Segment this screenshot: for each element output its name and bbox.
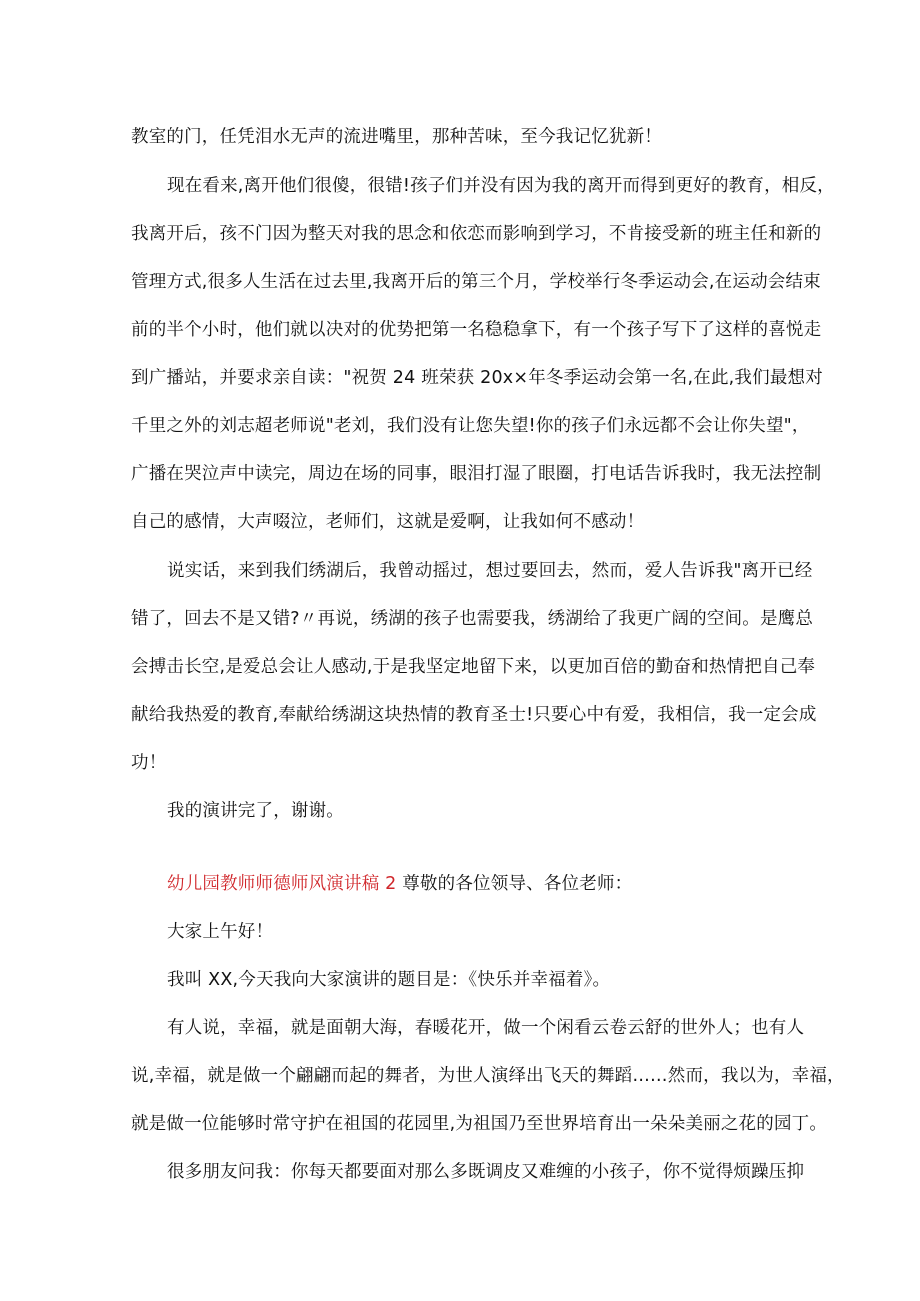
- text-line: 功！: [131, 753, 167, 773]
- text-line: 管理方式,很多人生活在过去里,我离开后的第三个月，学校举行冬季运动会,在运动会结束: [131, 272, 821, 292]
- text-line: 就是做一位能够时常守护在祖国的花园里,为祖国乃至世界培育出一朵朵美丽之花的园丁。: [131, 1114, 828, 1134]
- text-line: 现在看来,离开他们很傻，很错!孩子们并没有因为我的离开而得到更好的教育，相反，: [167, 176, 835, 196]
- text-line: 我叫 XX,今天我向大家演讲的题目是：《快乐并幸福着》。: [167, 970, 611, 990]
- text-line: 献给我热爱的教育,奉献给绣湖这块热情的教育圣士!只要心中有爱，我相信，我一定会成: [131, 705, 817, 725]
- text-line: 很多朋友问我：你每天都要面对那么多既调皮又难缠的小孩子，你不觉得烦躁压抑: [167, 1162, 805, 1182]
- text-line: 我离开后，孩不门因为整天对我的思念和依恋而影响到学习，不肯接受新的班主任和新的: [131, 224, 822, 244]
- text-line: 我的演讲完了，谢谢。: [167, 801, 344, 821]
- section-heading-title: 幼儿园教师师德师风演讲稿 2: [167, 874, 397, 894]
- text-line: 千里之外的刘志超老师说"老刘，我们没有让您失望!你的孩子们永远都不会让你失望"，: [131, 416, 810, 436]
- text-line: 大家上午好！: [167, 922, 274, 942]
- section-heading-greeting: 尊敬的各位领导、各位老师：: [396, 874, 633, 894]
- text-line: 到广播站，并要求亲自读："祝贺 24 班荣获 20x×年冬季运动会第一名,在此,我们最想对: [131, 368, 823, 388]
- text-line: 自己的感情，大声啜泣，老师们，这就是爱啊，让我如何不感动！: [131, 512, 645, 532]
- section-heading: [167, 872, 632, 896]
- text-line: 说,幸福，就是做一个翩翩而起的舞者，为世人演绎出飞天的舞蹈……然而，我以为，幸福，: [131, 1066, 845, 1086]
- text-line: 说实话，来到我们绣湖后，我曾动摇过，想过要回去，然而，爱人告诉我"离开已经: [167, 561, 813, 581]
- text-line: 前的半个小时，他们就以决对的优势把第一名稳稳拿下，有一个孩子写下了这样的喜悦走: [131, 320, 822, 340]
- text-line: 有人说，幸福，就是面朝大海，春暖花开，做一个闲看云卷云舒的世外人；也有人: [167, 1018, 805, 1038]
- text-line: 错了，回去不是又错?〃再说，绣湖的孩子也需要我，绣湖给了我更广阔的空间。是鹰总: [131, 609, 814, 629]
- text-line: 会搏击长空,是爱总会让人感动,于是我坚定地留下来，以更加百倍的勤奋和热情把自己奉: [131, 657, 816, 677]
- text-line: 教室的门，任凭泪水无声的流进嘴里，那种苦味，至今我记忆犹新！: [131, 127, 662, 147]
- text-line: 广播在哭泣声中读完，周边在场的同事，眼泪打湿了眼圈，打电话告诉我时，我无法控制: [131, 464, 822, 484]
